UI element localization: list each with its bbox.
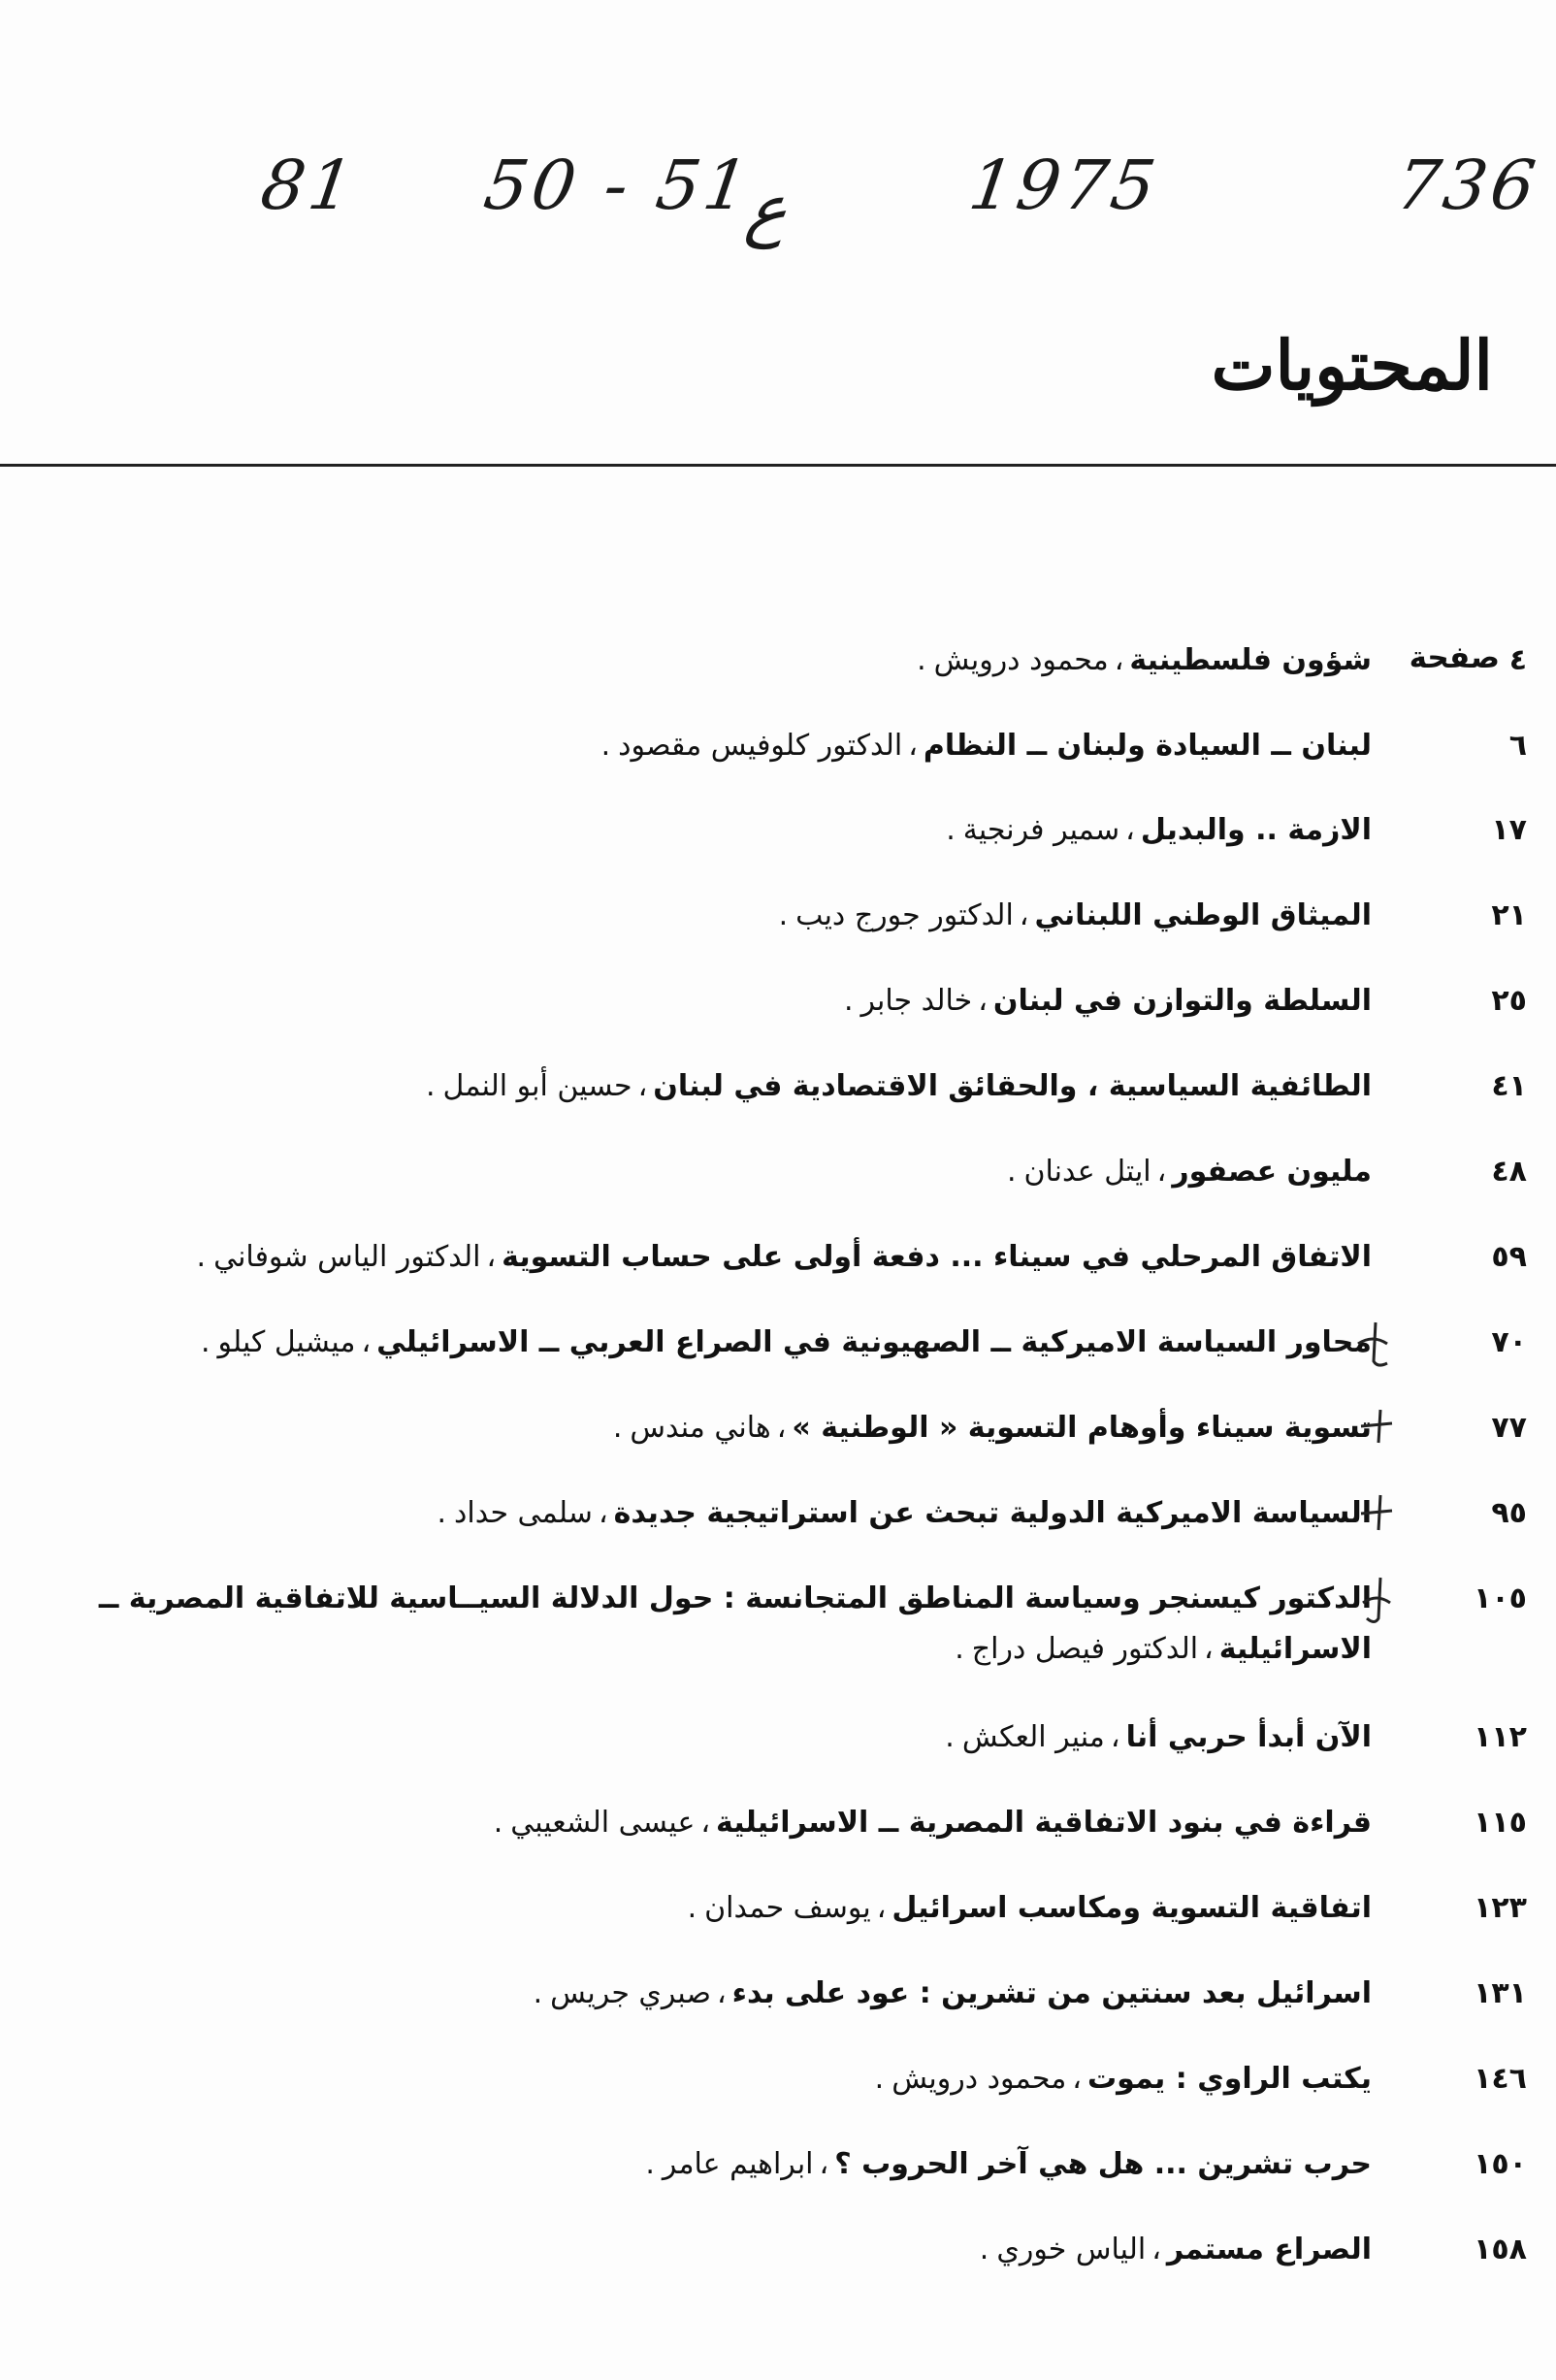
entry-author: هاني مندس [630,1411,771,1445]
entry-author: حسين أبو النمل [442,1069,632,1103]
entry-author: الدكتور جورج ديب [795,898,1014,932]
handwritten-note: 736 [1391,146,1544,225]
list-item [52,721,1527,771]
separator: ، [819,2147,829,2181]
entry-title: الصراع مستمر [1166,2233,1372,2266]
entry-title: الآن أبدأ حربي أنا [1125,1720,1372,1754]
separator: ، [978,984,988,1018]
list-item [52,2139,1527,2190]
separator: ، [1156,1155,1167,1189]
entry-author: الدكتور كلوفيس مقصود [618,729,903,763]
entry-title: قراءة في بنود الاتفاقية المصرية ــ الاسرائيلية [716,1806,1372,1840]
entry-title: الميثاق الوطني اللبناني [1034,898,1372,932]
separator: ، [361,1325,372,1359]
list-item [52,1488,1527,1539]
page-column-label: صفحة [1409,640,1500,675]
terminator: . [955,1632,964,1666]
list-item [52,1061,1527,1112]
entry-author: ميشيل كيلو [217,1325,356,1359]
separator: ، [1019,898,1029,932]
entry-author: الدكتور فيصل دراج [971,1632,1199,1666]
terminator: . [979,2233,989,2266]
page-number: ١٥٨ [1474,2233,1527,2266]
entry-author: سلمى حداد [454,1496,593,1530]
separator: ، [598,1496,608,1530]
page-number: ٤٨ [1491,1155,1527,1189]
separator: ، [716,1976,727,2010]
separator: ، [486,1240,497,1274]
separator: ، [1114,643,1124,677]
entry-author: يوسف حمدان [704,1891,871,1925]
list-item [52,1798,1527,1848]
separator: ، [1204,1632,1214,1666]
page-number: ٤١ [1491,1069,1527,1103]
handwritten-note: 50 - 51 [479,146,758,225]
page-number: ٢١ [1491,898,1527,932]
terminator: . [1006,1155,1017,1189]
separator: ، [776,1411,787,1445]
entry-author: ايتل عدنان [1023,1155,1151,1189]
entry-title: محاور السياسة الاميركية ــ الصهيونية في الصراع العربي ــ الاسرائيلي [376,1325,1372,1359]
terminator: . [917,643,926,677]
entry-author: سمير فرنجية [962,813,1120,847]
handwritten-note: 81 [256,146,362,225]
terminator: . [437,1496,446,1530]
list-item [52,1318,1527,1368]
list-item [52,1147,1527,1197]
entry-author: صبري جريس [550,1976,711,2010]
handwritten-mark-icon [1353,1489,1402,1538]
terminator: . [843,984,854,1018]
list-item [52,1712,1527,1763]
entry-title: الدكتور كيسنجر وسياسة المناطق المتجانسة : حول الدلالة السيــاسية للاتفاقية المصرية ــ الاسرائيلية [98,1581,1372,1666]
page-number: ١٢٣ [1474,1891,1527,1925]
terminator: . [645,2147,655,2181]
page-number: ٧٧ [1491,1411,1527,1445]
page-number: ٧٠ [1491,1325,1527,1359]
page-number: ١٥٠ [1474,2147,1527,2181]
entry-author: منير العكش [961,1720,1105,1754]
list-item [52,891,1527,941]
separator: ، [1151,2233,1161,2266]
terminator: . [612,1411,623,1445]
terminator: . [533,1976,543,2010]
handwritten-note: 1975 [964,146,1164,225]
terminator: . [493,1806,503,1840]
separator: ، [1110,1720,1120,1754]
terminator: . [196,1240,207,1274]
entry-author: الدكتور الياس شوفاني [213,1240,481,1274]
entry-title: لبنان ــ السيادة ولبنان ــ النظام [923,729,1372,763]
list-item [52,1969,1527,2019]
entry-title: اتفاقية التسوية ومكاسب اسرائيل [891,1891,1372,1925]
handwritten-mark-icon [1353,1402,1402,1451]
entry-title: يكتب الراوي : يموت [1086,2062,1372,2096]
page-number: ١٠٥ [1474,1581,1527,1615]
terminator: . [946,813,956,847]
entry-author: محمود درويش [891,2062,1067,2096]
list-item [52,1232,1527,1283]
separator: ، [1125,813,1135,847]
page-title: المحتويات [1211,325,1493,406]
page-number: ١١٥ [1474,1806,1527,1840]
entry-title: اسرائيل بعد سنتين من تشرين : عود على بدء [731,1976,1372,2010]
entry-author: محمود درويش [933,643,1109,677]
separator: ، [908,729,918,763]
page-number: ٤ [1508,643,1527,677]
list-item [52,1574,1527,1675]
terminator: . [778,898,789,932]
entry-author: خالد جابر [860,984,973,1018]
page-number: ٢٥ [1491,984,1527,1018]
entry-title: مليون عصفور [1172,1155,1372,1189]
terminator: . [687,1891,697,1925]
separator: ، [1072,2062,1082,2096]
page-number: ٩٥ [1491,1496,1527,1530]
entry-title: الطائفية السياسية ، والحقائق الاقتصادية في لبنان [653,1069,1372,1103]
entry-title: شؤون فلسطينية [1129,643,1372,677]
page-number: ١٤٦ [1474,2062,1527,2096]
list-item [52,1403,1527,1453]
terminator: . [600,729,611,763]
page-number: ١٣١ [1474,1976,1527,2010]
handwritten-note: ع [741,170,794,249]
entry-title: تسوية سيناء وأوهام التسوية « الوطنية » [792,1411,1372,1445]
entry-title: السياسة الاميركية الدولية تبحث عن استراتيجية جديدة [613,1496,1372,1530]
list-item [52,2054,1527,2104]
entry-author: ابراهيم عامر [662,2147,814,2181]
page-number: ١١٢ [1474,1720,1527,1754]
entry-author: عيسى الشعيبي [510,1806,696,1840]
entry-title: السلطة والتوازن في لبنان [992,984,1372,1018]
entry-author: الياس خوري [996,2233,1147,2266]
list-item [52,805,1527,856]
page-number: ٦ [1508,729,1527,763]
entry-title: حرب تشرين ... هل هي آخر الحروب ؟ [834,2147,1372,2181]
handwritten-mark-icon [1348,1315,1407,1373]
terminator: . [945,1720,955,1754]
terminator: . [874,2062,885,2096]
page-number: ٥٩ [1491,1240,1527,1274]
separator: ، [700,1806,711,1840]
list-item [52,976,1527,1027]
separator: ، [637,1069,648,1103]
handwritten-mark-icon [1353,1572,1402,1630]
separator: ، [876,1891,887,1925]
terminator: . [426,1069,436,1103]
terminator: . [200,1325,211,1359]
list-item [52,1883,1527,1934]
list-item [52,2225,1527,2275]
entry-title: الازمة .. والبديل [1140,813,1372,847]
entry-title: الاتفاق المرحلي في سيناء ... دفعة أولى على حساب التسوية [502,1240,1372,1274]
page-number: ١٧ [1491,813,1527,847]
